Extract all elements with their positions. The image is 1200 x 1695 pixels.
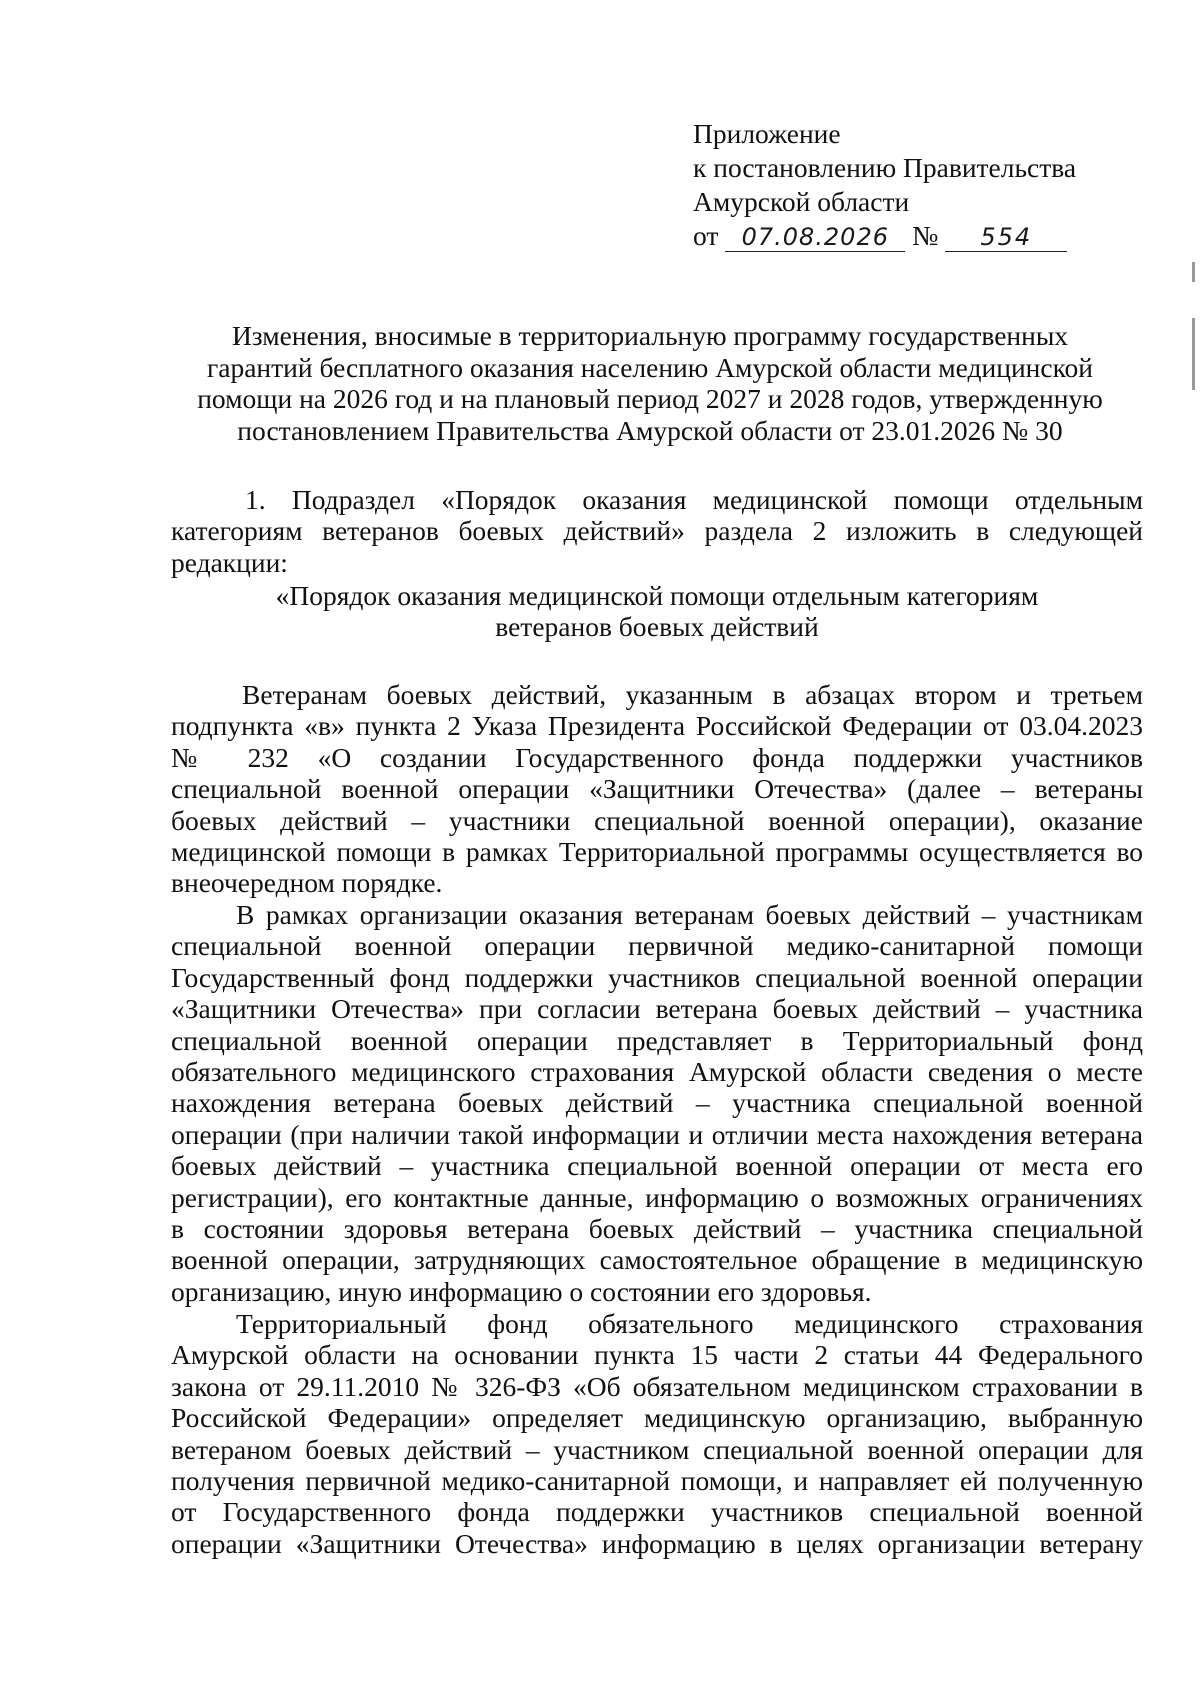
title-line: Изменения, вносимые в территориальную программу государственных — [231, 320, 1069, 351]
item-1 — [171, 484, 1143, 578]
paragraph-line: боевых действий – участника специальной военной операции от места его — [171, 1150, 1143, 1182]
paragraph-line: от Государственного фонда поддержки участников специальной военной — [171, 1496, 1143, 1528]
paragraph-line: подпункта «в» пункта 2 Указа Президента Российской Федерации от 03.04.2023 — [171, 710, 1143, 742]
paragraph-line: ветераном боевых действий – участником специальной военной операции для — [171, 1433, 1143, 1465]
appendix-resolution-ref: к постановлению Правительства — [693, 152, 1077, 183]
paragraph-line: получения первичной медико-санитарной помощи, и направляет ей полученную — [171, 1464, 1143, 1496]
paragraph-line: закона от 29.11.2010 № 326-ФЗ «Об обязательном медицинском страховании в — [171, 1370, 1143, 1402]
paragraph-line: Российской Федерации» определяет медицинскую организацию, выбранную — [171, 1402, 1143, 1434]
paragraph-3 — [171, 1308, 1143, 1559]
paragraph-line: «Защитники Отечества» при согласии ветерана боевых действий – участника — [171, 993, 1143, 1025]
paragraph-2 — [171, 899, 1143, 1307]
title-line: помощи на 2026 год и на плановый период 2027 и 2028 годов, утвержденную — [197, 383, 1103, 414]
subsection-title-line: ветеранов боевых действий — [495, 611, 819, 642]
paragraph-line: Государственный фонд поддержки участников специальной военной операции — [171, 961, 1143, 993]
number-prefix: № — [912, 220, 939, 251]
scan-margin-mark — [1192, 262, 1195, 282]
paragraph-line: нахождения ветерана боевых действий – участника специальной военной — [171, 1087, 1143, 1119]
paragraph-line: медицинской помощи в рамках Территориальной программы осуществляется во — [171, 835, 1143, 867]
paragraph-line: операции (при наличии такой информации и отличии места нахождения ветерана — [171, 1118, 1143, 1150]
paragraph-line: внеочередном порядке. — [171, 867, 443, 899]
paragraph-line: операции «Защитники Отечества» информацию в целях организации ветерану — [171, 1527, 1143, 1559]
paragraph-line: специальной военной операции «Защитники Отечества» (далее – ветераны — [171, 773, 1143, 805]
paragraph-line: специальной военной операции первичной медико-санитарной помощи — [171, 930, 1143, 962]
appendix-date-number — [693, 219, 1153, 253]
title-line: постановлением Правительства Амурской области от 23.01.2026 № 30 — [237, 414, 1063, 446]
appendix-header — [693, 117, 1153, 253]
item-1-line: категориям ветеранов боевых действий» раздела 2 изложить в следующей — [171, 515, 1143, 547]
document-title — [160, 320, 1140, 446]
paragraph-line: военной операции, затрудняющих самостоятельное обращение в медицинскую — [171, 1244, 1143, 1276]
paragraph-line: № 232 «О создании Государственного фонда поддержки участников — [171, 741, 1143, 773]
paragraph-1 — [171, 679, 1143, 899]
date-prefix: от — [693, 220, 719, 251]
paragraph-line: обязательного медицинского страхования Амурской области сведения о месте — [171, 1055, 1143, 1087]
title-line: гарантий бесплатного оказания населению Амурской области медицинской — [206, 351, 1094, 383]
scan-margin-mark — [1192, 318, 1195, 390]
handwritten-number: 554 — [945, 223, 1067, 252]
paragraph-line: организацию, иную информацию о состоянии его здоровья. — [171, 1275, 872, 1307]
item-1-line: 1. Подраздел «Порядок оказания медицинской помощи отдельным — [245, 484, 1143, 515]
paragraph-line: Территориальный фонд обязательного медицинского страхования — [236, 1308, 1143, 1339]
appendix-label: Приложение — [693, 118, 841, 149]
paragraph-line: в состоянии здоровья ветерана боевых действий – участника специальной — [171, 1212, 1143, 1244]
subsection-title — [171, 580, 1143, 642]
paragraph-line: боевых действий – участники специальной военной операции), оказание — [171, 804, 1143, 836]
appendix-region: Амурской области — [693, 186, 910, 217]
paragraph-line: регистрации), его контактные данные, информацию о возможных ограничениях — [171, 1181, 1143, 1213]
paragraph-line: В рамках организации оказания ветеранам боевых действий – участникам — [236, 899, 1143, 930]
subsection-title-line: «Порядок оказания медицинской помощи отдельным категориям — [275, 580, 1039, 611]
paragraph-line: Амурской области на основании пункта 15 части 2 статьи 44 Федерального — [171, 1339, 1143, 1371]
handwritten-date: 07.08.2026 — [725, 223, 905, 252]
paragraph-line: специальной военной операции представляет в Территориальный фонд — [171, 1024, 1143, 1056]
paragraph-line: Ветеранам боевых действий, указанным в абзацах втором и третьем — [242, 679, 1143, 710]
item-1-line: редакции: — [171, 546, 288, 578]
